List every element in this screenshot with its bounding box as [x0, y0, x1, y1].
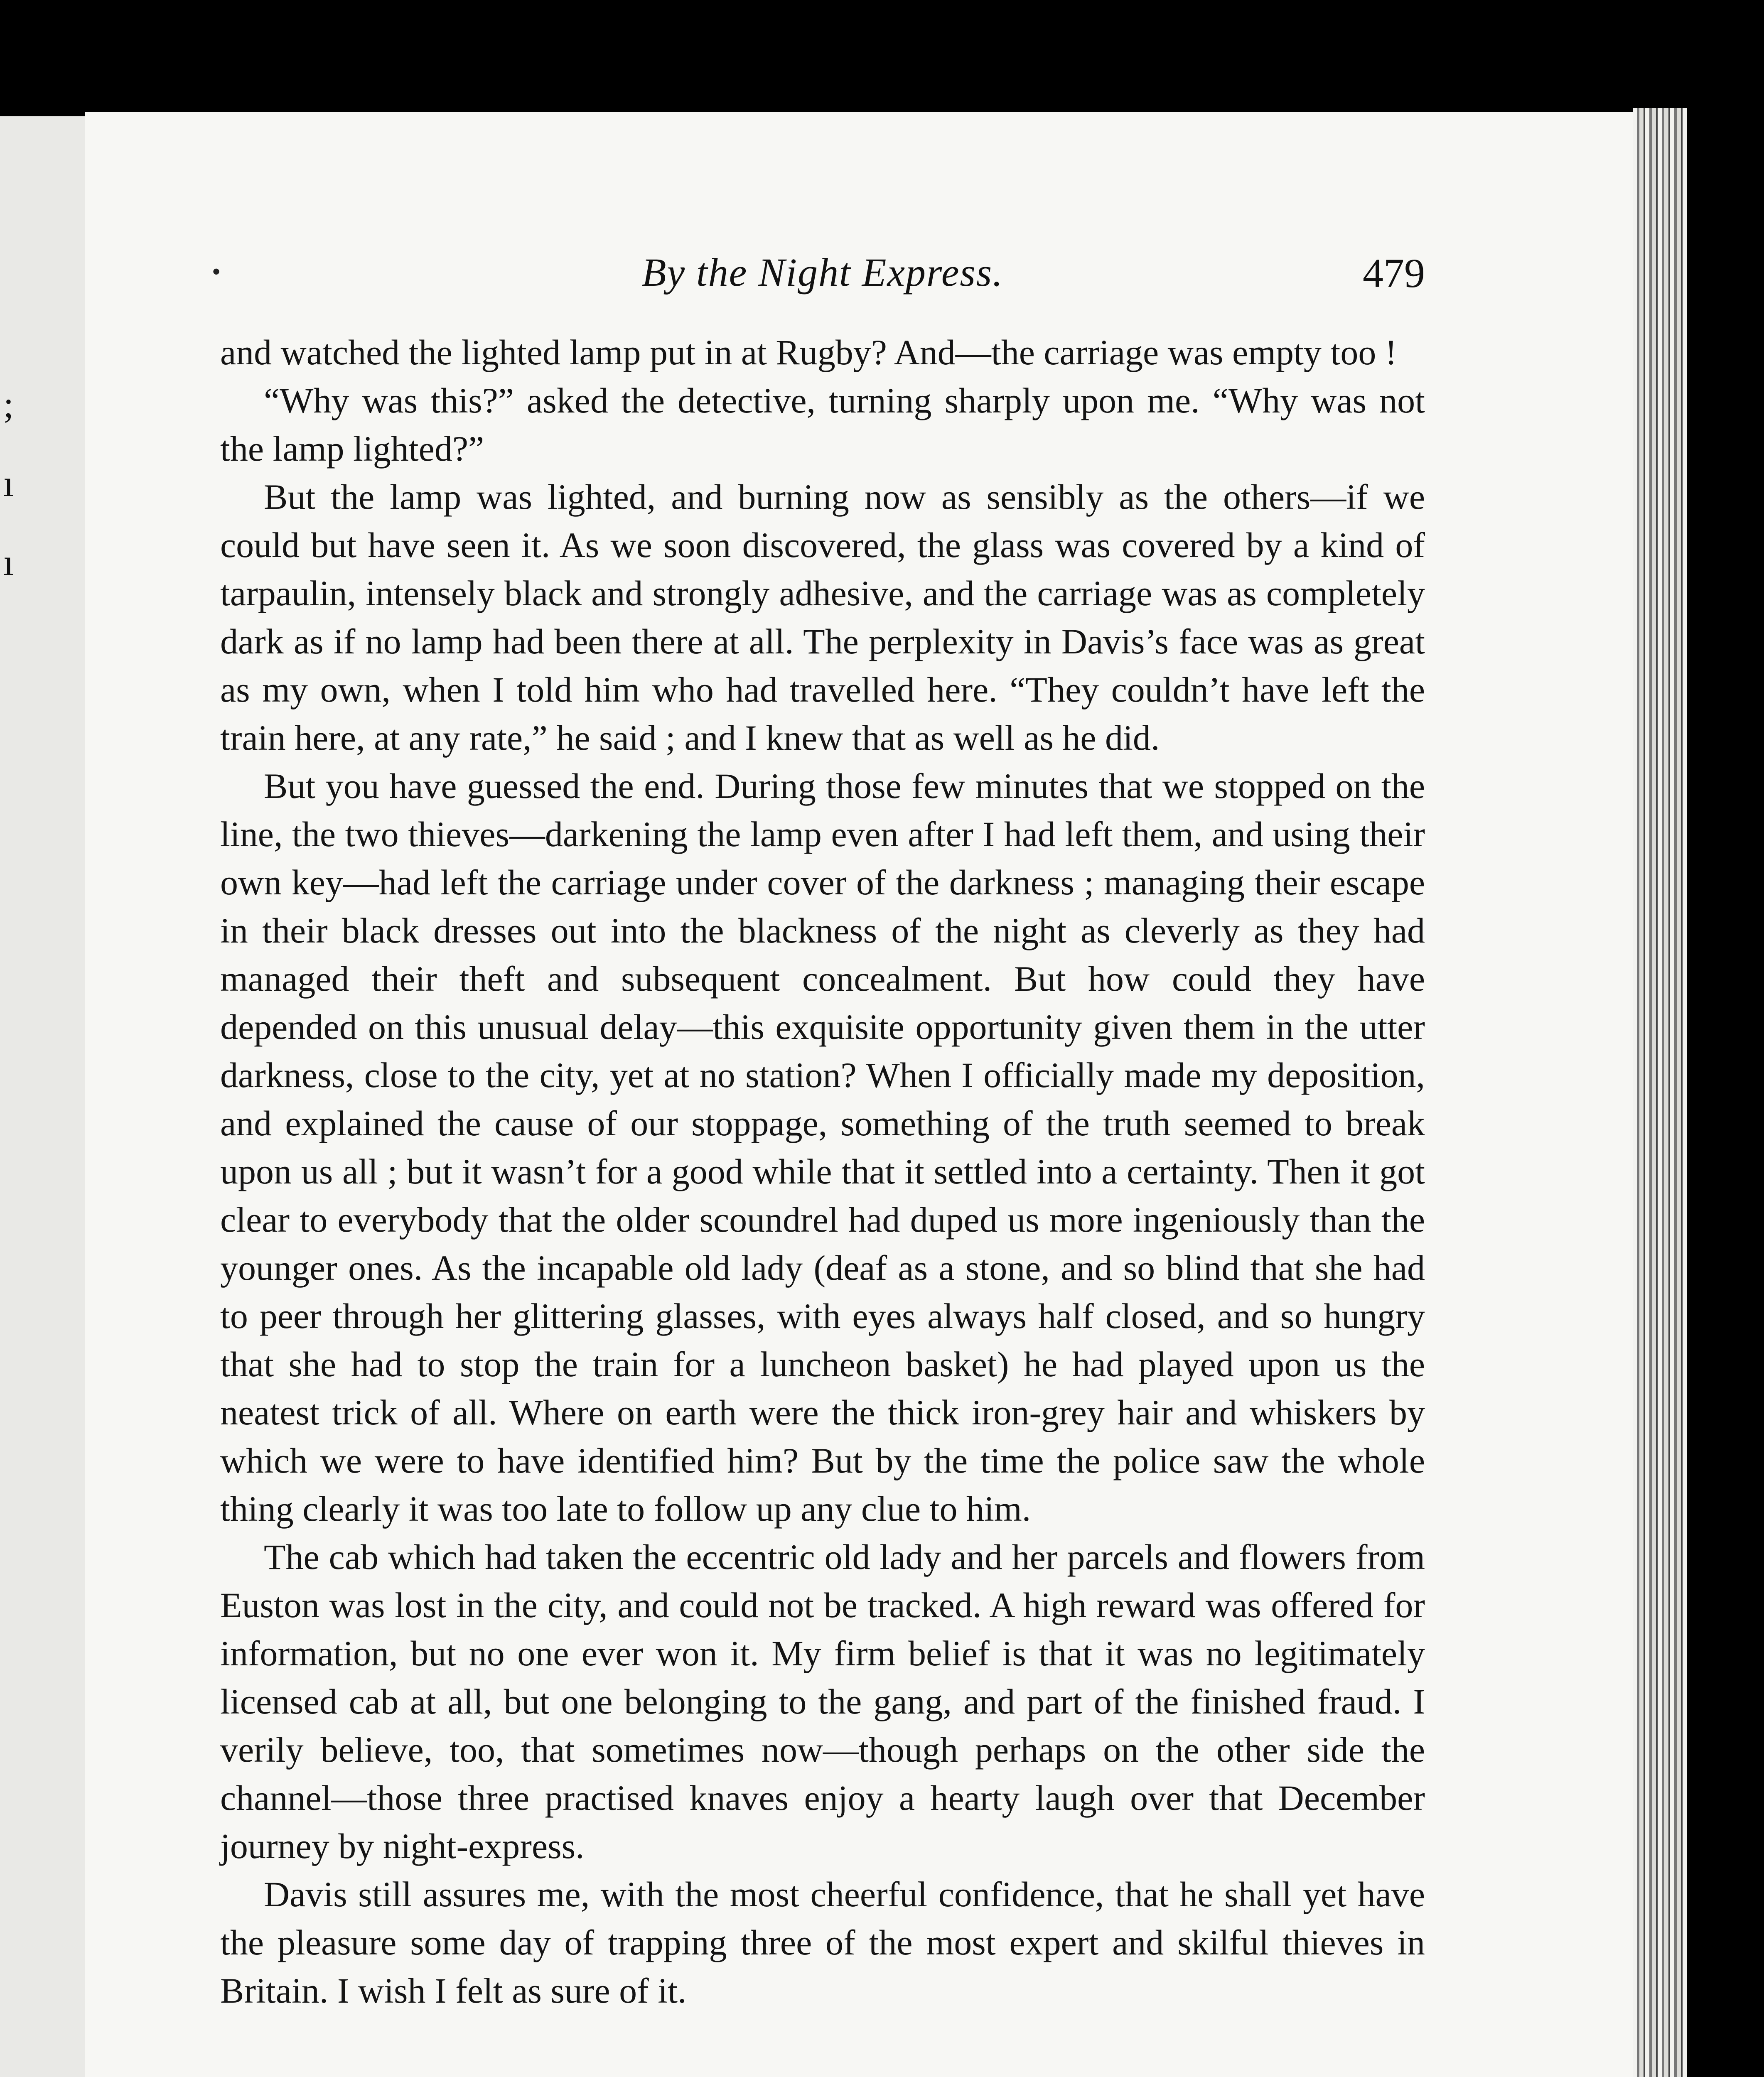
paragraph: and watched the lighted lamp put in at Rugby? And—the carriage was empty too ! — [220, 332, 1397, 372]
paragraph: The cab which had taken the eccentric old lady and her parcels and flowers from Euston was lost in the city, and could not be tracked. A high reward was offered for information, but no one ever won it. My firm belief is that it was no legitimately licensed cab at all, but one belonging to the gang, and part of the finished fraud. I verily believe, too, that sometimes now—though perhaps on the other side the channel—those three practised knaves enjoy a hearty laugh over that December journey by night-express. — [220, 1537, 1425, 1866]
paragraph: But you have guessed the end. During those few minutes that we stopped on the line, the two thieves—darkening the lamp even after I had left them, and using their own key—had left the carriage under cover of the darkness ; managing their escape in their black dresses out into the blackness of the night as cleverly as they had managed their theft and subsequent concealment. But how could they have depended on this unusual delay—this exquisite opportunity given them in the utter darkness, close to the city, yet at no station? When I officially made my deposition, and explained the cause of our stoppage, something of the truth seemed to break upon us all ; but it wasn’t for a good while that it settled into a certainty. Then it got clear to everybody that the older scoundrel had duped us more ingeniously than the younger ones. As the incapable old lady (deaf as a stone, and so blind that she had to peer through her glittering glasses, with eyes always half closed, and so hungry that she had to stop the train for a luncheon basket) he had played upon us the neatest trick of all. Where on earth were the thick iron-grey hair and whiskers by which we were to have identified him? But by the time the police saw the whole thing clearly it was too late to follow up any clue to him. — [220, 766, 1425, 1529]
story-text — [220, 328, 1425, 2015]
header-bullet: • — [212, 258, 221, 285]
paragraph: But the lamp was lighted, and burning now as sensibly as the others—if we could but have seen it. As we soon discovered, the glass was covered by a kind of tarpaulin, intensely black and strongly adhesive, and the carriage was as completely dark as if no lamp had been there at all. The perplexity in Davis’s face was as great as my own, when I told him who had travelled here. “They couldn’t have left the train here, at any rate,” he said ; and I knew that as well as he did. — [220, 477, 1425, 758]
left-page-edge — [0, 116, 97, 2077]
running-title: By the Night Express. — [641, 250, 1004, 295]
page-number: 479 — [1363, 250, 1425, 296]
page-stack-edge — [1633, 108, 1687, 2077]
left-page-fragment-marks: ; ı ı — [3, 384, 14, 583]
page-header — [212, 249, 1425, 307]
paragraph: Davis still assures me, with the most cheerful confidence, that he shall yet have the pleasure some day of trapping three of the most expert and skilful thieves in Britain. I wish I felt as sure of it. — [220, 1874, 1425, 2011]
paragraph: “Why was this?” asked the detective, turning sharply upon me. “Why was not the lamp lighted?” — [220, 381, 1425, 469]
